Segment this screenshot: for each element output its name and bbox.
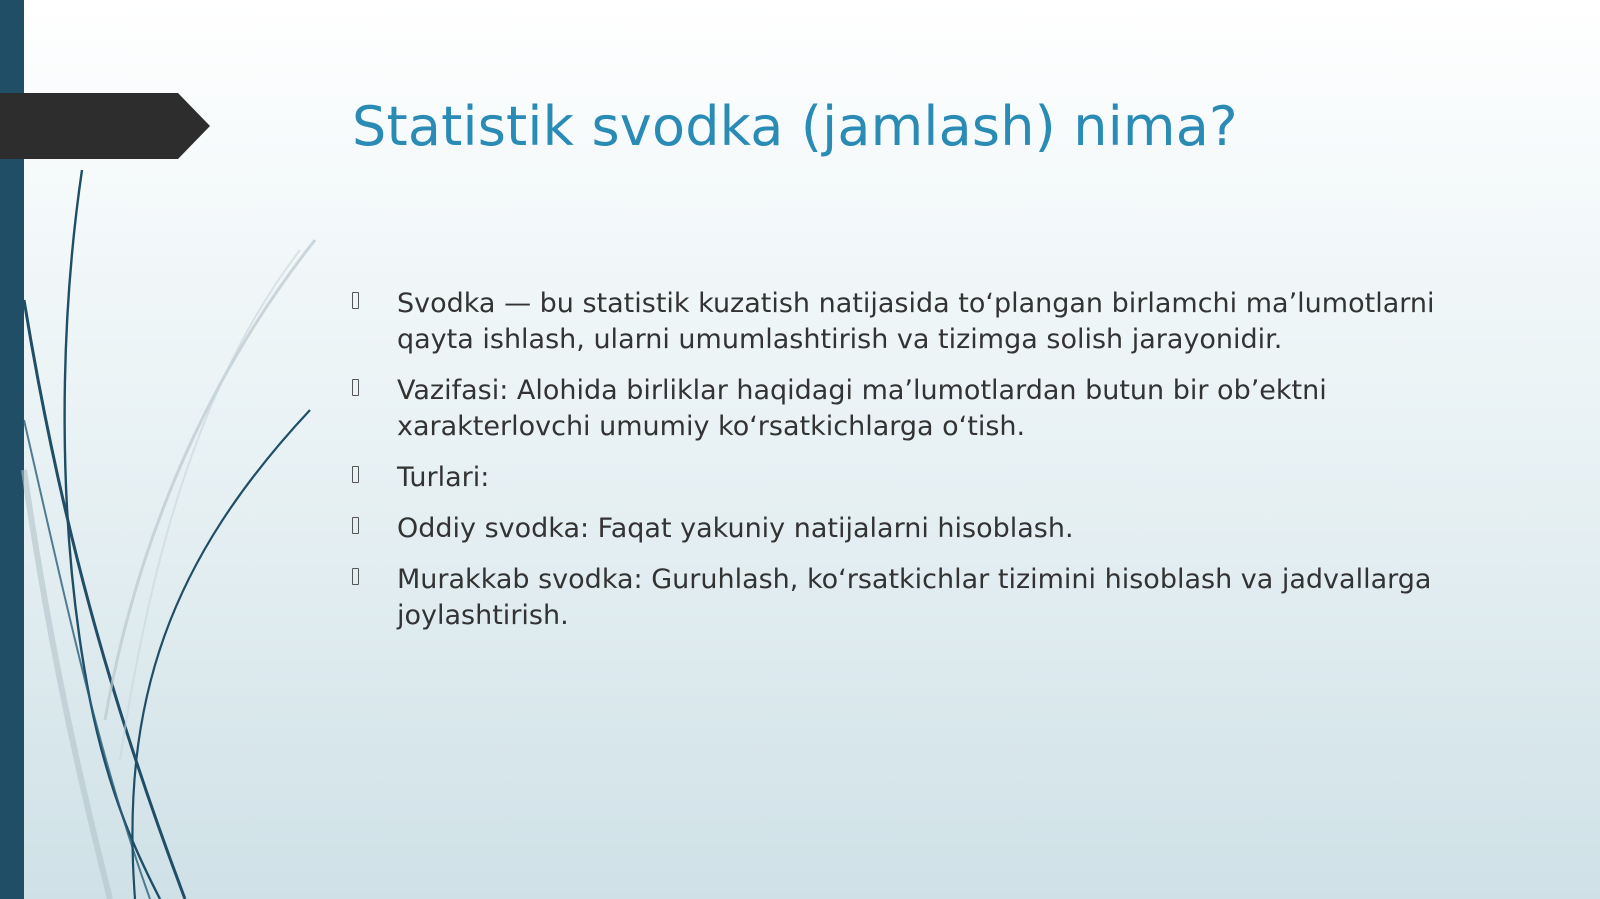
bullet-text: Svodka — bu statistik kuzatish natijasida toʻplangan birlamchi maʼlumotlarni qayta ishlash, ularni umumlashtirish va tizimga solish jarayonidir.	[397, 288, 1435, 355]
bullet-text: Murakkab svodka: Guruhlash, koʻrsatkichlar tizimini hisoblash va jadvallarga joylashtirish.	[397, 564, 1432, 631]
bullet-item	[352, 460, 1492, 496]
bullet-icon	[352, 466, 359, 483]
bullet-icon	[352, 517, 359, 534]
bullet-item	[352, 511, 1492, 547]
bullet-list	[352, 286, 1492, 649]
bullet-text: Vazifasi: Alohida birliklar haqidagi maʼlumotlardan butun bir obʼektni xarakterlovchi umumiy koʻrsatkichlarga oʻtish.	[397, 375, 1327, 442]
bullet-item	[352, 286, 1492, 358]
bullet-item	[352, 373, 1492, 445]
bullet-icon	[352, 379, 359, 396]
bullet-text: Oddiy svodka: Faqat yakuniy natijalarni hisoblash.	[397, 513, 1074, 544]
bullet-text: Turlari:	[397, 462, 490, 493]
title-arrow-banner	[0, 93, 210, 159]
slide-title: Statistik svodka (jamlash) nima?	[352, 95, 1238, 158]
bullet-icon	[352, 568, 359, 585]
bullet-item	[352, 562, 1492, 634]
bullet-icon	[352, 292, 359, 309]
